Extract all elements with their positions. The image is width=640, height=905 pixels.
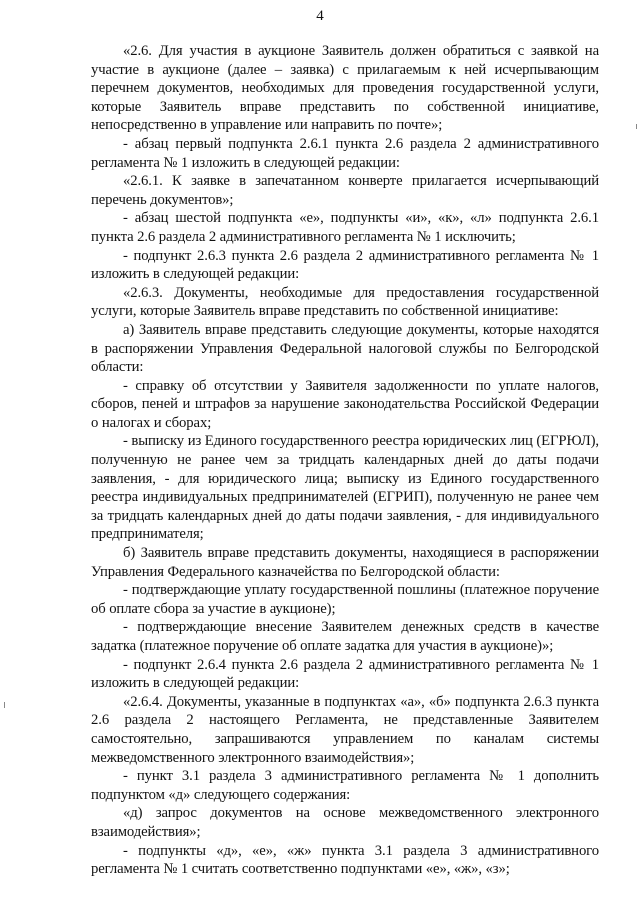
paragraph: - подпункты «д», «е», «ж» пункта 3.1 раздела 3 административного регламента № 1 считать соответственно подпунктами «е», «ж», «з»; [91, 842, 599, 878]
page-number: 4 [316, 8, 324, 24]
paragraph: «2.6.3. Документы, необходимые для предоставления государственной услуги, которые Заявитель вправе представить по собственной инициативе: [91, 284, 599, 320]
paragraph: а) Заявитель вправе представить следующие документы, которые находятся в распоряжении Управления Федеральной налоговой службы по Белгородской области: [91, 321, 599, 376]
paragraph: «2.6.4. Документы, указанные в подпунктах «а», «б» подпункта 2.6.3 пункта 2.6 раздела 2 настоящего Регламента, не представленные Заявителем самостоятельно, запрашиваются управлением по каналам системы межведомственного электронного взаимодействия»; [91, 693, 599, 766]
paragraph: - абзац шестой подпункта «е», подпункты «и», «к», «л» подпункта 2.6.1 пункта 2.6 раздела 2 административного регламента № 1 исключить; [91, 210, 599, 245]
paragraph: б) Заявитель вправе представить документы, находящиеся в распоряжении Управления Федерального казначейства по Белгородской области: [91, 545, 599, 580]
paragraph: - абзац первый подпункта 2.6.1 пункта 2.6 раздела 2 административного регламента № 1 изложить в следующей редакции: [91, 135, 599, 171]
paragraph: - подтверждающие внесение Заявителем денежных средств в качестве задатка (платежное поручение об оплате задатка для участия в аукционе)»; [91, 619, 599, 654]
paragraph: - пункт 3.1 раздела 3 административного регламента № 1 дополнить подпунктом «д» следующего содержания: [91, 768, 599, 803]
paragraph: «2.6. Для участия в аукционе Заявитель должен обратиться с заявкой на участие в аукционе (далее – заявка) с прилагаемым к ней исчерпывающим перечнем документов, необходимых для проведения государственной услуги, которые Заявитель вправе представить по собственной инициативе, непосредственно в управление или направить по почте»; [91, 43, 599, 134]
paragraph: «д) запрос документов на основе межведомственного электронного взаимодействия»; [91, 805, 599, 840]
paragraph: - подпункт 2.6.3 пункта 2.6 раздела 2 административного регламента № 1 изложить в следующей редакции: [91, 247, 599, 283]
paragraph: - выписку из Единого государственного реестра юридических лиц (ЕГРЮЛ), полученную не ранее чем за тридцать календарных дней до даты подачи заявления, - для юридического лица; выписку из Единого государственного реестра индивидуальных предпринимателей (ЕГРИП), полученную не ранее чем за тридцать календарных дней до даты подачи заявления, - для индивидуального предпринимателя; [91, 433, 599, 543]
paragraph: - справку об отсутствии у Заявителя задолженности по уплате налогов, сборов, пеней и штрафов за нарушение законодательства Российской Федерации о налогах и сборах; [91, 377, 599, 431]
paragraph: - подпункт 2.6.4 пункта 2.6 раздела 2 административного регламента № 1 изложить в следующей редакции: [91, 656, 599, 692]
document-body [91, 42, 599, 879]
scan-edge-mark-left [4, 702, 5, 708]
paragraph: - подтверждающие уплату государственной пошлины (платежное поручение об оплате сбора за участие в аукционе); [91, 582, 599, 617]
paragraph: «2.6.1. К заявке в запечатанном конверте прилагается исчерпывающий перечень документов»; [91, 173, 599, 208]
scan-edge-mark-right [636, 124, 637, 129]
